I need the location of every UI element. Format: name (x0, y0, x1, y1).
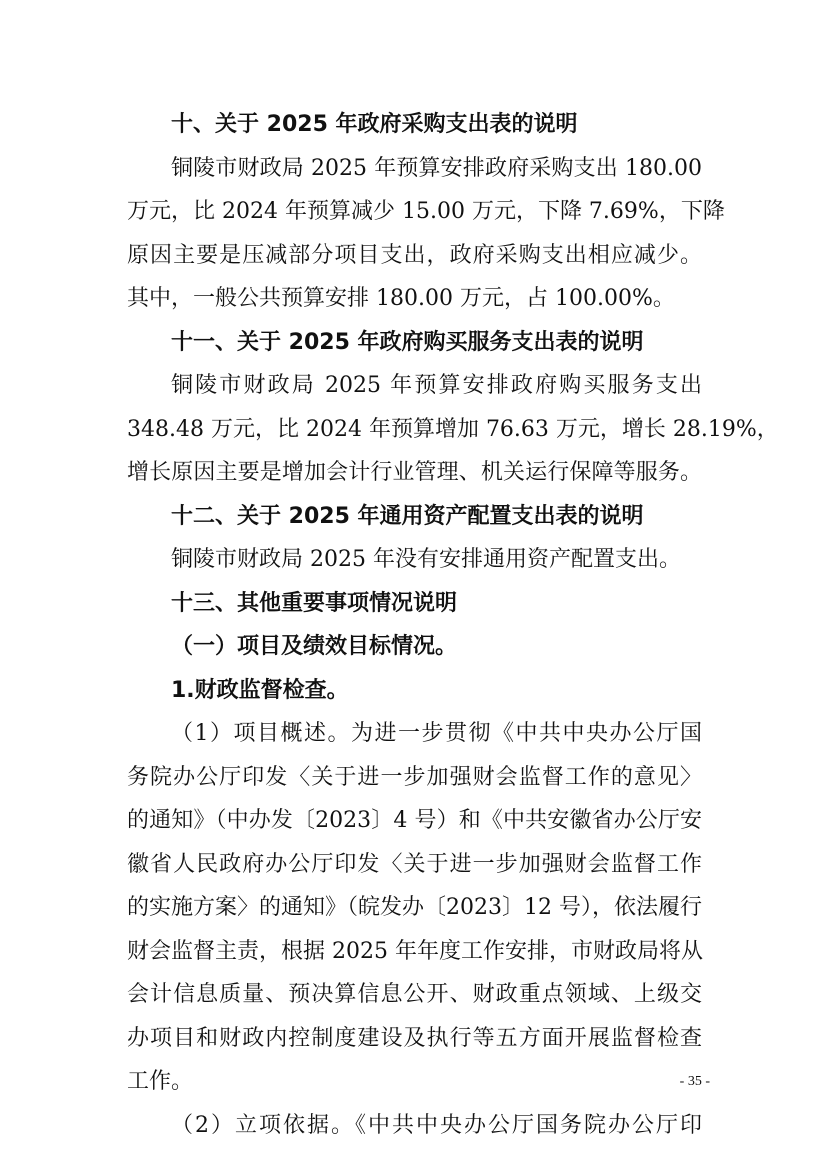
section-12-heading: 十二、关于 2025 年通用资产配置支出表的说明 (171, 503, 644, 529)
basis-line-1: （2）立项依据。《中共中央办公厅国务院办公厅印 (171, 1112, 702, 1138)
section-10-line-3: 原因主要是压减部分项目支出，政府采购支出相应减少。 (127, 242, 702, 268)
overview-line-3: 的通知》（中办发〔2023〕4 号）和《中共安徽省办公厅安 (127, 808, 702, 833)
overview-line-5: 的实施方案〉的通知》（皖发办〔2023〕12 号），依法履行 (127, 895, 702, 920)
section-11-heading: 十一、关于 2025 年政府购买服务支出表的说明 (171, 329, 644, 355)
page-number: - 35 - (679, 1074, 710, 1089)
overview-line-8: 办项目和财政内控制度建设及执行等五方面开展监督检查 (127, 1025, 702, 1051)
overview-line-7: 会计信息质量、预决算信息公开、财政重点领域、上级交 (127, 982, 702, 1007)
section-10-line-1: 铜陵市财政局 2025 年预算安排政府采购支出 180.00 (171, 155, 702, 181)
section-13-subheading: （一）项目及绩效目标情况。 (171, 634, 458, 659)
section-10-line-4: 其中，一般公共预算安排 180.00 万元，占 100.00%。 (127, 286, 675, 311)
overview-line-4: 徽省人民政府办公厅印发〈关于进一步加强财会监督工作 (127, 851, 702, 877)
overview-line-2: 务院办公厅印发〈关于进一步加强财会监督工作的意见〉 (127, 764, 702, 790)
section-10-heading: 十、关于 2025 年政府采购支出表的说明 (171, 112, 578, 137)
overview-line-6: 财会监督主责，根据 2025 年年度工作安排，市财政局将从 (127, 938, 703, 964)
overview-line-1: （1）项目概述。为进一步贯彻《中共中央办公厅国 (171, 721, 702, 746)
section-12-line-1: 铜陵市财政局 2025 年没有安排通用资产配置支出。 (171, 547, 681, 572)
section-10-line-2: 万元，比 2024 年预算减少 15.00 万元，下降 7.69%，下降 (127, 199, 725, 224)
section-11-line-3: 增长原因主要是增加会计行业管理、机关运行保障等服务。 (127, 460, 702, 485)
item-1-heading: 1.财政监督检查。 (171, 677, 349, 703)
section-11-line-2: 348.48 万元，比 2024 年预算增加 76.63 万元，增长 28.19%， (127, 416, 779, 442)
section-13-heading: 十三、其他重要事项情况说明 (171, 590, 458, 616)
page-content (127, 103, 779, 1147)
section-11-line-1: 铜陵市财政局 2025 年预算安排政府购买服务支出 (171, 373, 702, 398)
overview-line-9: 工作。 (127, 1069, 194, 1094)
